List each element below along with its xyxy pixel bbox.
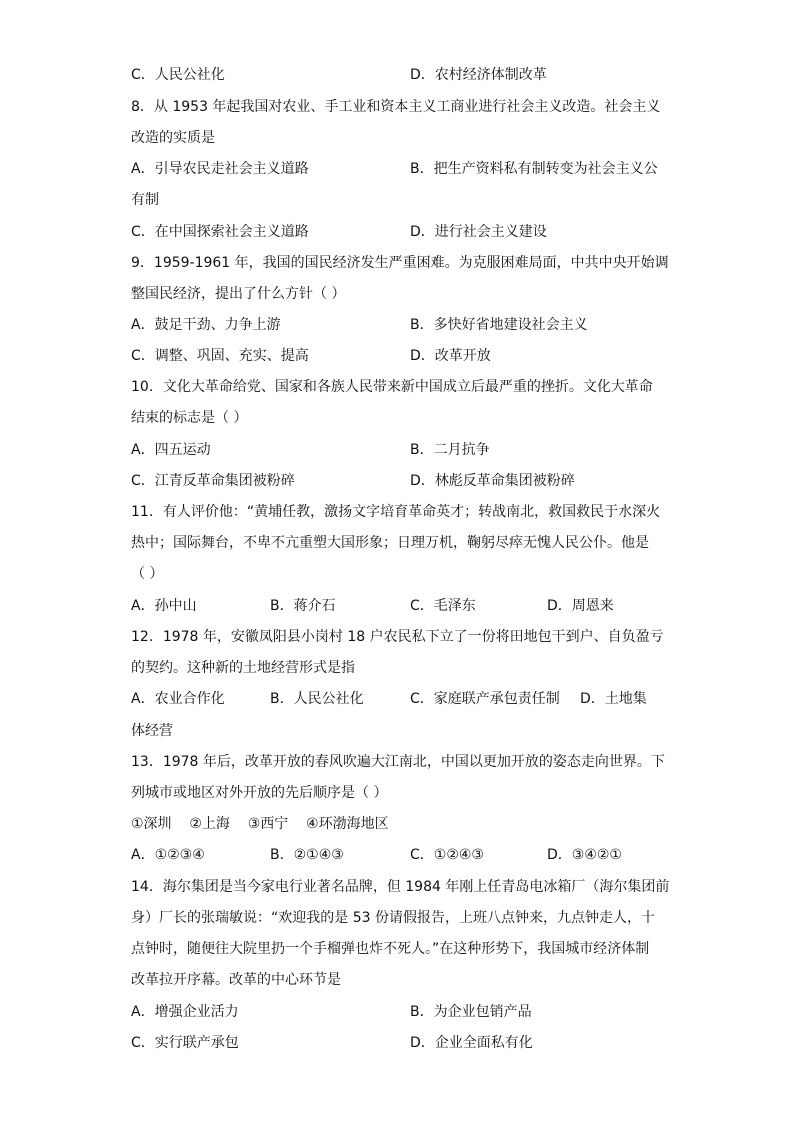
- q8-stem-line-1: 8．从 1953 年起我国对农业、手工业和资本主义工商业进行社会主义改造。社会主义: [131, 99, 661, 115]
- q9-option-a: A．鼓足干劲、力争上游: [131, 317, 281, 333]
- q10-stem-line-1: 10．文化大革命给党、国家和各族人民带来新中国成立后最严重的挫折。文化大革命: [131, 379, 653, 395]
- q9-stem-line-2: 整国民经济，提出了什么方针（ ）: [131, 286, 346, 302]
- q13-option-d: D．③④②①: [547, 847, 622, 863]
- q10-option-c: C．江青反革命集团被粉碎: [131, 473, 295, 489]
- q9-option-c: C．调整、巩固、充实、提高: [131, 348, 309, 364]
- q11-option-d: D．周恩来: [547, 598, 614, 614]
- q13-items-list: ①深圳 ②上海 ③西宁 ④环渤海地区: [131, 816, 389, 832]
- q14-option-a: A．增强企业活力: [131, 1004, 239, 1020]
- q11-stem-line-2: 热中；国际舞台，不卑不亢重塑大国形象；日理万机，鞠躬尽瘁无愧人民公仆。他是: [131, 535, 649, 551]
- q11-stem-line-3: （ ）: [131, 566, 164, 582]
- q8-option-b: B．把生产资料私有制转变为社会主义公: [410, 161, 658, 177]
- q11-option-a: A．孙中山: [131, 598, 197, 614]
- q12-option-c: C．家庭联产承包责任制: [410, 691, 560, 707]
- option-row: [131, 346, 661, 366]
- q12-option-b: B．人民公社化: [270, 691, 364, 707]
- q9-option-d: D．改革开放: [410, 348, 491, 364]
- q8-stem-line-2: 改造的实质是: [131, 130, 215, 146]
- q14-option-d: D．企业全面私有化: [410, 1035, 533, 1051]
- q12-stem-line-1: 12．1978 年，安徽凤阳县小岗村 18 户农民私下立了一份将田地包干到户、自负盈亏: [131, 629, 664, 645]
- option-row: [131, 471, 661, 491]
- q11-stem-line-1: 11．有人评价他：“黄埔任教，激扬文字培育革命英才；转战南北，救国救民于水深火: [131, 504, 661, 520]
- q12-option-d-continued: 体经营: [131, 723, 173, 739]
- option-row: [131, 159, 661, 179]
- q13-stem-line-2: 列城市或地区对外开放的先后顺序是（ ）: [131, 785, 388, 801]
- option-row: [131, 596, 661, 616]
- q9-stem-line-1: 9．1959-1961 年，我国的国民经济发生严重困难。为克服困难局面，中共中央开始调: [131, 255, 669, 271]
- q7-option-c: C．人民公社化: [131, 67, 225, 83]
- q14-stem-line-3: 点钟时，随便往大院里扔一个手榴弹也炸不死人。”在这种形势下，我国城市经济体制: [131, 941, 650, 957]
- q12-option-a: A．农业合作化: [131, 691, 225, 707]
- q7-option-d: D．农村经济体制改革: [410, 67, 547, 83]
- option-row: [131, 1033, 661, 1053]
- q13-option-c: C．①②④③: [410, 847, 484, 863]
- q14-stem-line-4: 改革拉开序幕。改革的中心环节是: [131, 972, 341, 988]
- q14-stem-line-2: 身）厂长的张瑞敏说：“欢迎我的是 53 份请假报告，上班八点钟来，九点钟走人，十: [131, 910, 655, 926]
- q14-option-c: C．实行联产承包: [131, 1035, 239, 1051]
- q14-stem-line-1: 14．海尔集团是当今家电行业著名品牌，但 1984 年刚上任青岛电冰箱厂（海尔集团前: [131, 879, 670, 895]
- option-row: [131, 440, 661, 460]
- option-row: [131, 222, 661, 242]
- q10-stem-line-2: 结束的标志是（ ）: [131, 410, 248, 426]
- q9-option-b: B．多快好省地建设社会主义: [410, 317, 588, 333]
- q10-option-d: D．林彪反革命集团被粉碎: [410, 473, 575, 489]
- q13-option-b: B．②①④③: [270, 847, 344, 863]
- q14-option-b: B．为企业包销产品: [410, 1004, 532, 1020]
- q10-option-b: B．二月抗争: [410, 442, 490, 458]
- option-row: [131, 315, 661, 335]
- option-row: [131, 689, 661, 709]
- q11-option-b: B．蒋介石: [270, 598, 336, 614]
- option-row: [131, 845, 661, 865]
- option-row: [131, 1002, 661, 1022]
- q10-option-a: A．四五运动: [131, 442, 211, 458]
- q8-option-b-continued: 有制: [131, 192, 159, 208]
- q12-stem-line-2: 的契约。这种新的土地经营形式是指: [131, 660, 355, 676]
- option-row: [131, 65, 661, 85]
- q11-option-c: C．毛泽东: [410, 598, 476, 614]
- q8-option-a: A．引导农民走社会主义道路: [131, 161, 309, 177]
- q13-option-a: A．①②③④: [131, 847, 205, 863]
- q12-option-d: D．土地集: [580, 691, 647, 707]
- q8-option-c: C．在中国探索社会主义道路: [131, 224, 309, 240]
- q13-stem-line-1: 13．1978 年后，改革开放的春风吹遍大江南北，中国以更加开放的姿态走向世界。下: [131, 754, 665, 770]
- q8-option-d: D．进行社会主义建设: [410, 224, 547, 240]
